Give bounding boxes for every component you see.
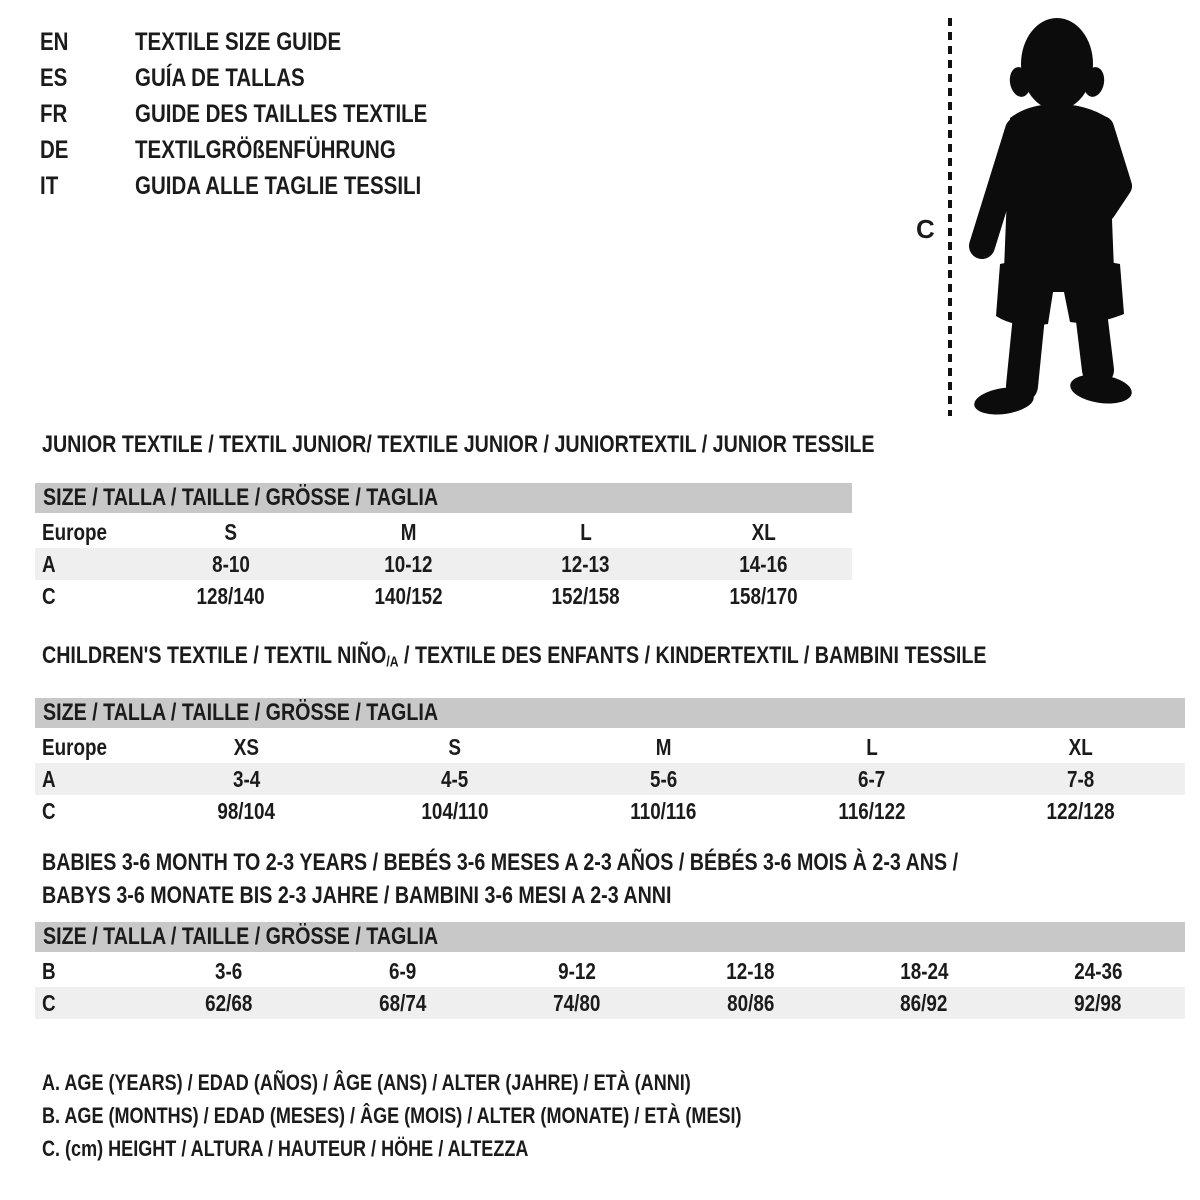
size-cell-text: XL <box>1068 733 1093 760</box>
size-table-header-band <box>35 483 852 513</box>
size-cell-text: 12-18 <box>726 957 775 984</box>
row-label-text: C <box>42 989 56 1016</box>
size-table <box>35 698 1185 827</box>
size-cell-text: 6-7 <box>858 765 886 792</box>
figure-label-c: C <box>916 214 935 244</box>
size-cell-text: 9-12 <box>557 957 596 984</box>
size-cell <box>976 798 1185 825</box>
size-cell <box>497 583 675 610</box>
size-cell <box>663 990 837 1017</box>
size-cell-text: 12-13 <box>561 550 610 577</box>
size-cell-text: 4-5 <box>441 765 469 792</box>
table-row <box>35 955 1185 987</box>
row-label <box>35 766 142 793</box>
size-table-header-band <box>35 922 1185 952</box>
size-cell <box>768 798 977 825</box>
section-title-text <box>42 879 671 912</box>
footnote-text: A. AGE (YEARS) / EDAD (AÑOS) / ÂGE (ANS) / ALTER (JAHRE) / ETÀ (ANNI) <box>42 1069 691 1095</box>
language-row <box>40 60 492 96</box>
size-cell-text: 122/128 <box>1046 797 1115 824</box>
size-cell <box>675 551 853 578</box>
size-table-rows <box>35 731 1185 827</box>
size-cell <box>351 734 560 761</box>
size-cell-text: 68/74 <box>379 989 427 1016</box>
size-cell <box>497 519 675 546</box>
size-cell-text: 8-10 <box>211 550 250 577</box>
toddler-silhouette <box>972 18 1133 418</box>
size-cell <box>351 766 560 793</box>
title-segment: JUNIOR TEXTILE / TEXTIL JUNIOR/ TEXTILE JUNIOR / JUNIORTEXTIL / JUNIOR TESSILE <box>42 431 875 458</box>
size-cell-text: 92/98 <box>1074 989 1122 1016</box>
row-label-text: B <box>42 957 56 984</box>
language-row <box>40 168 492 204</box>
size-cell <box>490 958 664 985</box>
size-cell-text: 80/86 <box>726 989 774 1016</box>
size-cell <box>351 798 560 825</box>
toddler-silhouette-icon <box>900 8 1160 428</box>
size-cell <box>837 990 1011 1017</box>
size-cell <box>142 583 320 610</box>
row-label <box>35 583 142 610</box>
size-cell <box>497 551 675 578</box>
size-cell <box>142 766 351 793</box>
row-label <box>35 734 142 761</box>
table-row <box>35 580 852 612</box>
size-cell-text: 5-6 <box>649 765 678 792</box>
row-label-text: Europe <box>42 518 107 545</box>
title-subscript: /A <box>386 654 399 671</box>
size-cell-text: 18-24 <box>900 957 949 984</box>
table-row <box>35 795 1185 827</box>
size-table-rows <box>35 955 1185 1019</box>
size-cell-text: 6-9 <box>389 957 417 984</box>
section-title-line <box>42 639 1185 679</box>
section-junior-textile <box>35 428 875 612</box>
size-cell <box>142 519 320 546</box>
size-table-header-band <box>35 698 1185 728</box>
size-cell <box>142 990 316 1017</box>
title-segment: BABIES 3-6 MONTH TO 2-3 YEARS / BEBÉS 3-6 MESES A 2-3 AÑOS / BÉBÉS 3-6 MOIS À 2-3 ANS / <box>42 849 959 876</box>
size-cell <box>142 958 316 985</box>
size-cell <box>142 551 320 578</box>
size-header-label: SIZE / TALLA / TAILLE / GRÖSSE / TAGLIA <box>43 699 439 727</box>
size-cell-text: 3-6 <box>215 957 243 984</box>
size-cell <box>976 734 1185 761</box>
size-cell <box>1011 958 1185 985</box>
table-row <box>35 731 1185 763</box>
size-cell <box>320 519 498 546</box>
size-cell-text: 128/140 <box>196 582 265 609</box>
size-cell <box>976 766 1185 793</box>
footnote-text: C. (cm) HEIGHT / ALTURA / HAUTEUR / HÖHE / ALTEZZA <box>42 1135 529 1161</box>
size-cell <box>675 583 853 610</box>
language-row <box>40 132 492 168</box>
table-row <box>35 516 852 548</box>
language-row <box>40 96 492 132</box>
size-cell <box>142 734 351 761</box>
footnote <box>42 1099 895 1132</box>
size-cell-text: 116/122 <box>838 797 906 824</box>
size-cell <box>768 734 977 761</box>
footnote <box>42 1066 895 1099</box>
size-cell-text: 10-12 <box>384 550 433 577</box>
section-childrens-textile <box>35 639 1185 827</box>
size-cell-text: XS <box>233 733 259 760</box>
size-cell-text: 7-8 <box>1067 765 1095 792</box>
row-label-text: A <box>42 550 56 577</box>
size-cell-text: L <box>866 733 878 760</box>
size-cell-text: S <box>224 518 238 545</box>
size-cell <box>142 798 351 825</box>
row-label-text: Europe <box>42 733 107 760</box>
footnote <box>42 1132 895 1165</box>
size-header-label: SIZE / TALLA / TAILLE / GRÖSSE / TAGLIA <box>43 484 439 511</box>
row-label <box>35 519 142 546</box>
size-cell <box>316 990 490 1017</box>
language-title: TEXTILGRÖßENFÜHRUNG <box>135 135 396 164</box>
size-cell <box>663 958 837 985</box>
size-cell <box>837 958 1011 985</box>
row-label <box>35 958 142 985</box>
size-cell-text: M <box>655 733 672 760</box>
language-title: TEXTILE SIZE GUIDE <box>135 27 342 56</box>
row-label <box>35 990 142 1017</box>
section-title <box>42 639 1185 679</box>
size-cell-text: XL <box>751 518 776 545</box>
size-cell-text: 86/92 <box>900 989 948 1016</box>
size-cell-text: 152/158 <box>551 582 620 609</box>
language-title-list <box>40 24 492 204</box>
title-segment: CHILDREN'S TEXTILE / TEXTIL NIÑO <box>42 642 387 669</box>
size-header-label: SIZE / TALLA / TAILLE / GRÖSSE / TAGLIA <box>43 923 439 950</box>
footnote-text: B. AGE (MONTHS) / EDAD (MESES) / ÂGE (MOIS) / ALTER (MONATE) / ETÀ (MESI) <box>42 1102 742 1128</box>
size-cell <box>559 798 768 825</box>
size-table-rows <box>35 516 852 612</box>
size-cell-text: 14-16 <box>739 550 788 577</box>
size-cell-text: 110/116 <box>630 797 697 824</box>
language-code: EN <box>40 27 69 56</box>
section-title-line <box>42 428 875 461</box>
language-code: ES <box>40 63 68 92</box>
size-cell-text: L <box>579 518 592 545</box>
section-title <box>42 428 875 461</box>
size-cell-text: 98/104 <box>217 797 276 824</box>
row-label <box>35 551 142 578</box>
size-cell-text: 62/68 <box>205 989 253 1016</box>
row-label-text: A <box>42 765 56 792</box>
size-table <box>35 483 852 612</box>
size-cell-text: S <box>448 733 462 760</box>
title-segment: BABYS 3-6 MONATE BIS 2-3 JAHRE / BAMBINI 3-6 MESI A 2-3 ANNI <box>42 882 672 909</box>
footnote-legend <box>42 1066 895 1165</box>
table-row <box>35 987 1185 1019</box>
size-cell-text: 74/80 <box>552 989 601 1016</box>
size-cell <box>316 958 490 985</box>
section-title-text <box>42 846 958 879</box>
section-babies-textile <box>35 846 1185 1019</box>
section-title-line <box>42 846 1185 879</box>
title-segment: / TEXTILE DES ENFANTS / KINDERTEXTIL / BAMBINI TESSILE <box>398 642 987 669</box>
row-label-text: C <box>42 582 56 609</box>
language-code: IT <box>40 171 59 200</box>
language-code: FR <box>40 99 68 128</box>
size-cell <box>1011 990 1185 1017</box>
row-label <box>35 798 142 825</box>
language-code: DE <box>40 135 69 164</box>
table-row <box>35 548 852 580</box>
size-cell-text: 104/110 <box>421 797 489 824</box>
size-table <box>35 922 1185 1019</box>
size-cell-text: M <box>400 518 417 545</box>
size-cell <box>675 519 853 546</box>
row-label-text: C <box>42 797 56 824</box>
section-title <box>42 846 1185 912</box>
size-cell <box>320 583 498 610</box>
section-title-text <box>42 639 986 679</box>
size-cell-text: 140/152 <box>374 582 443 609</box>
language-title: GUIDE DES TAILLES TEXTILE <box>135 99 428 128</box>
section-title-line <box>42 879 1185 912</box>
language-row <box>40 24 492 60</box>
size-cell-text: 158/170 <box>729 582 798 609</box>
size-cell <box>559 734 768 761</box>
section-title-text <box>42 428 875 461</box>
size-cell-text: 3-4 <box>232 765 260 792</box>
language-title: GUÍA DE TALLAS <box>135 63 305 92</box>
size-cell <box>768 766 977 793</box>
table-row <box>35 763 1185 795</box>
size-cell <box>320 551 498 578</box>
size-cell-text: 24-36 <box>1073 957 1123 984</box>
size-cell <box>490 990 664 1017</box>
size-cell <box>559 766 768 793</box>
language-title: GUIDA ALLE TAGLIE TESSILI <box>135 171 422 200</box>
